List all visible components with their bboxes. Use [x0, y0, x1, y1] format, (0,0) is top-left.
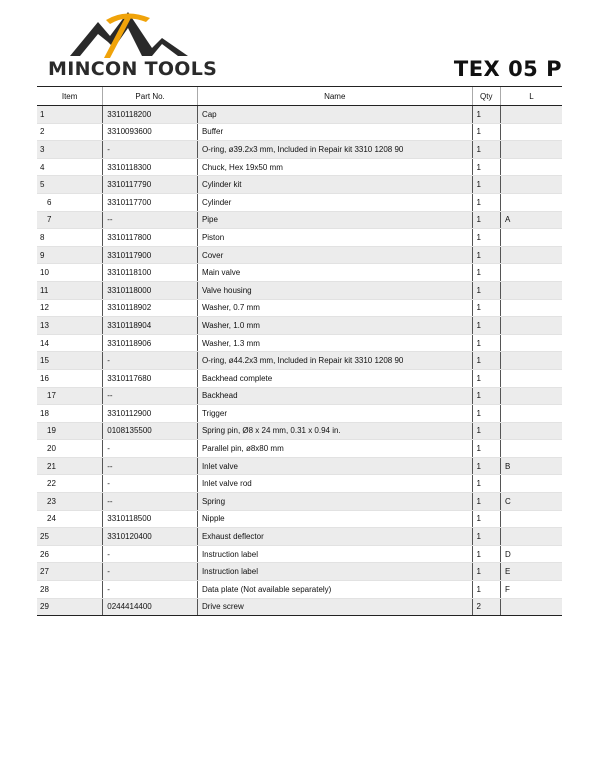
cell-name: Pipe — [197, 211, 472, 229]
cell-l — [500, 246, 562, 264]
cell-qty: 1 — [472, 405, 500, 423]
cell-part-no: 3310118000 — [103, 281, 198, 299]
cell-name: Washer, 1.3 mm — [197, 334, 472, 352]
cell-item: 19 — [37, 422, 103, 440]
cell-l — [500, 405, 562, 423]
cell-item: 13 — [37, 317, 103, 335]
table-row — [37, 176, 562, 194]
cell-part-no: -- — [103, 387, 198, 405]
column-header-l: L — [500, 87, 562, 106]
cell-name: Piston — [197, 229, 472, 247]
cell-name: Chuck, Hex 19x50 mm — [197, 158, 472, 176]
cell-name: Backhead complete — [197, 369, 472, 387]
cell-part-no: 3310118906 — [103, 334, 198, 352]
cell-qty: 1 — [472, 528, 500, 546]
cell-item: 18 — [37, 405, 103, 423]
cell-l: F — [500, 581, 562, 599]
cell-l: D — [500, 545, 562, 563]
cell-part-no: 3310117700 — [103, 193, 198, 211]
cell-part-no: 3310118902 — [103, 299, 198, 317]
cell-item: 15 — [37, 352, 103, 370]
cell-qty: 1 — [472, 563, 500, 581]
table-row — [37, 545, 562, 563]
cell-item: 16 — [37, 369, 103, 387]
table-row — [37, 229, 562, 247]
cell-part-no: 3310117900 — [103, 246, 198, 264]
cell-l — [500, 510, 562, 528]
cell-l — [500, 317, 562, 335]
cell-item: 1 — [37, 106, 103, 124]
cell-qty: 1 — [472, 369, 500, 387]
cell-name: Cylinder kit — [197, 176, 472, 194]
table-row — [37, 475, 562, 493]
cell-l — [500, 387, 562, 405]
cell-qty: 1 — [472, 246, 500, 264]
model-title: TEX 05 P — [453, 57, 562, 81]
table-row — [37, 158, 562, 176]
cell-part-no: 3310093600 — [103, 123, 198, 141]
cell-name: Main valve — [197, 264, 472, 282]
cell-qty: 1 — [472, 123, 500, 141]
cell-item: 6 — [37, 193, 103, 211]
cell-qty: 1 — [472, 176, 500, 194]
table-row — [37, 510, 562, 528]
cell-name: Washer, 1.0 mm — [197, 317, 472, 335]
cell-l — [500, 598, 562, 616]
table-row — [37, 246, 562, 264]
cell-l — [500, 229, 562, 247]
cell-l: E — [500, 563, 562, 581]
cell-part-no: 3310118200 — [103, 106, 198, 124]
cell-qty: 1 — [472, 334, 500, 352]
cell-part-no: - — [103, 141, 198, 159]
cell-l — [500, 334, 562, 352]
cell-item: 29 — [37, 598, 103, 616]
cell-l — [500, 176, 562, 194]
table-row — [37, 369, 562, 387]
cell-qty: 2 — [472, 598, 500, 616]
cell-l — [500, 158, 562, 176]
cell-item: 3 — [37, 141, 103, 159]
cell-item: 23 — [37, 493, 103, 511]
parts-table — [37, 86, 562, 616]
table-row — [37, 440, 562, 458]
cell-l — [500, 528, 562, 546]
cell-name: Spring pin, Ø8 x 24 mm, 0.31 x 0.94 in. — [197, 422, 472, 440]
cell-qty: 1 — [472, 141, 500, 159]
table-row — [37, 281, 562, 299]
cell-l — [500, 299, 562, 317]
cell-item: 7 — [37, 211, 103, 229]
cell-qty: 1 — [472, 211, 500, 229]
cell-qty: 1 — [472, 352, 500, 370]
table-row — [37, 317, 562, 335]
cell-l — [500, 141, 562, 159]
cell-l — [500, 352, 562, 370]
cell-part-no: 3310117800 — [103, 229, 198, 247]
cell-item: 21 — [37, 457, 103, 475]
cell-name: Inlet valve rod — [197, 475, 472, 493]
cell-l — [500, 422, 562, 440]
cell-part-no: 3310118100 — [103, 264, 198, 282]
cell-qty: 1 — [472, 457, 500, 475]
cell-l — [500, 123, 562, 141]
cell-l — [500, 475, 562, 493]
cell-l — [500, 369, 562, 387]
cell-name: Buffer — [197, 123, 472, 141]
table-row — [37, 598, 562, 616]
cell-part-no: - — [103, 352, 198, 370]
cell-qty: 1 — [472, 440, 500, 458]
cell-name: Cap — [197, 106, 472, 124]
cell-qty: 1 — [472, 581, 500, 599]
cell-item: 11 — [37, 281, 103, 299]
cell-name: Inlet valve — [197, 457, 472, 475]
cell-item: 4 — [37, 158, 103, 176]
cell-item: 28 — [37, 581, 103, 599]
cell-part-no: 3310118300 — [103, 158, 198, 176]
cell-item: 8 — [37, 229, 103, 247]
cell-item: 17 — [37, 387, 103, 405]
cell-name: Cover — [197, 246, 472, 264]
table-header-row — [37, 87, 562, 106]
cell-qty: 1 — [472, 158, 500, 176]
cell-part-no: 3310118500 — [103, 510, 198, 528]
cell-qty: 1 — [472, 281, 500, 299]
cell-qty: 1 — [472, 475, 500, 493]
cell-name: Instruction label — [197, 545, 472, 563]
table-row — [37, 493, 562, 511]
cell-part-no: - — [103, 440, 198, 458]
cell-name: Nipple — [197, 510, 472, 528]
table-row — [37, 193, 562, 211]
table-row — [37, 106, 562, 124]
column-header-part-no: Part No. — [103, 87, 198, 106]
column-header-qty: Qty — [472, 87, 500, 106]
cell-part-no: 3310120400 — [103, 528, 198, 546]
cell-l: A — [500, 211, 562, 229]
cell-item: 9 — [37, 246, 103, 264]
cell-item: 2 — [37, 123, 103, 141]
cell-item: 24 — [37, 510, 103, 528]
cell-name: Spring — [197, 493, 472, 511]
table-row — [37, 405, 562, 423]
cell-l — [500, 281, 562, 299]
cell-qty: 1 — [472, 387, 500, 405]
cell-item: 5 — [37, 176, 103, 194]
cell-item: 12 — [37, 299, 103, 317]
cell-qty: 1 — [472, 106, 500, 124]
cell-item: 14 — [37, 334, 103, 352]
table-row — [37, 387, 562, 405]
column-header-item: Item — [37, 87, 103, 106]
cell-qty: 1 — [472, 229, 500, 247]
cell-name: Valve housing — [197, 281, 472, 299]
table-row — [37, 211, 562, 229]
cell-name: Data plate (Not available separately) — [197, 581, 472, 599]
cell-part-no: 3310112900 — [103, 405, 198, 423]
cell-l — [500, 440, 562, 458]
cell-item: 25 — [37, 528, 103, 546]
table-row — [37, 334, 562, 352]
cell-l: C — [500, 493, 562, 511]
cell-l — [500, 264, 562, 282]
table-row — [37, 422, 562, 440]
cell-part-no: - — [103, 545, 198, 563]
cell-qty: 1 — [472, 317, 500, 335]
cell-item: 22 — [37, 475, 103, 493]
mountain-pickaxe-logo-icon — [70, 10, 190, 62]
cell-name: Exhaust deflector — [197, 528, 472, 546]
cell-item: 26 — [37, 545, 103, 563]
table-row — [37, 299, 562, 317]
cell-l — [500, 193, 562, 211]
cell-part-no: - — [103, 563, 198, 581]
cell-qty: 1 — [472, 510, 500, 528]
cell-name: Parallel pin, ø8x80 mm — [197, 440, 472, 458]
table-row — [37, 457, 562, 475]
cell-name: Drive screw — [197, 598, 472, 616]
cell-name: Cylinder — [197, 193, 472, 211]
cell-name: Instruction label — [197, 563, 472, 581]
brand-name: MINCON TOOLS — [48, 58, 218, 80]
cell-part-no: 3310117790 — [103, 176, 198, 194]
cell-part-no: 0244414400 — [103, 598, 198, 616]
cell-qty: 1 — [472, 193, 500, 211]
cell-l — [500, 106, 562, 124]
cell-part-no: -- — [103, 457, 198, 475]
cell-item: 10 — [37, 264, 103, 282]
cell-part-no: 0108135500 — [103, 422, 198, 440]
table-row — [37, 141, 562, 159]
table-row — [37, 563, 562, 581]
cell-part-no: 3310118904 — [103, 317, 198, 335]
cell-part-no: -- — [103, 493, 198, 511]
cell-name: Backhead — [197, 387, 472, 405]
cell-name: Trigger — [197, 405, 472, 423]
table-row — [37, 581, 562, 599]
cell-part-no: - — [103, 475, 198, 493]
cell-part-no: - — [103, 581, 198, 599]
table-row — [37, 123, 562, 141]
parts-table-body — [37, 106, 562, 616]
cell-l: B — [500, 457, 562, 475]
column-header-name: Name — [197, 87, 472, 106]
table-row — [37, 352, 562, 370]
table-row — [37, 264, 562, 282]
cell-name: O-ring, ø44.2x3 mm, Included in Repair kit 3310 1208 90 — [197, 352, 472, 370]
cell-qty: 1 — [472, 493, 500, 511]
cell-item: 27 — [37, 563, 103, 581]
cell-name: Washer, 0.7 mm — [197, 299, 472, 317]
cell-qty: 1 — [472, 545, 500, 563]
cell-qty: 1 — [472, 422, 500, 440]
cell-item: 20 — [37, 440, 103, 458]
cell-qty: 1 — [472, 264, 500, 282]
cell-part-no: 3310117680 — [103, 369, 198, 387]
cell-name: O-ring, ø39.2x3 mm, Included in Repair kit 3310 1208 90 — [197, 141, 472, 159]
table-row — [37, 528, 562, 546]
cell-part-no: -- — [103, 211, 198, 229]
cell-qty: 1 — [472, 299, 500, 317]
